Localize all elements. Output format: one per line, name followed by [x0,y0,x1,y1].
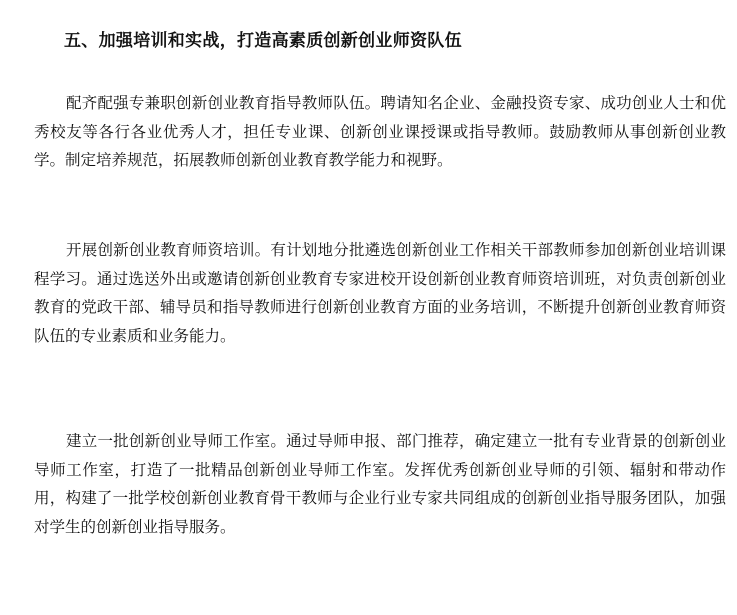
paragraph-faculty-team: 配齐配强专兼职创新创业教育指导教师队伍。聘请知名企业、金融投资专家、成功创业人士和优秀校友等各行各业优秀人才，担任专业课、创新创业课授课或指导教师。鼓励教师从事创新创业教学。制定培养规范，拓展教师创新创业教育教学能力和视野。 [34,94,726,169]
paragraph-faculty-training: 开展创新创业教育师资培训。有计划地分批遴选创新创业工作相关干部教师参加创新创业培训课程学习。通过选送外出或邀请创新创业教育专家进校开设创新创业教育师资培训班，对负责创新创业教育的党政干部、辅导员和指导教师进行创新创业教育方面的业务培训，不断提升创新创业教育师资队伍的专业素质和业务能力。 [34,241,726,345]
section-heading: 五、加强培训和实战，打造高素质创新创业师资队伍 [64,31,462,51]
paragraph-mentor-studios: 建立一批创新创业导师工作室。通过导师申报、部门推荐，确定建立一批有专业背景的创新创业导师工作室，打造了一批精品创新创业导师工作室。发挥优秀创新创业导师的引领、辐射和带动作用，构建了一批学校创新创业教育骨干教师与企业行业专家共同组成的创新创业指导服务团队，加强对学生的创新创业指导服务。 [34,432,726,536]
